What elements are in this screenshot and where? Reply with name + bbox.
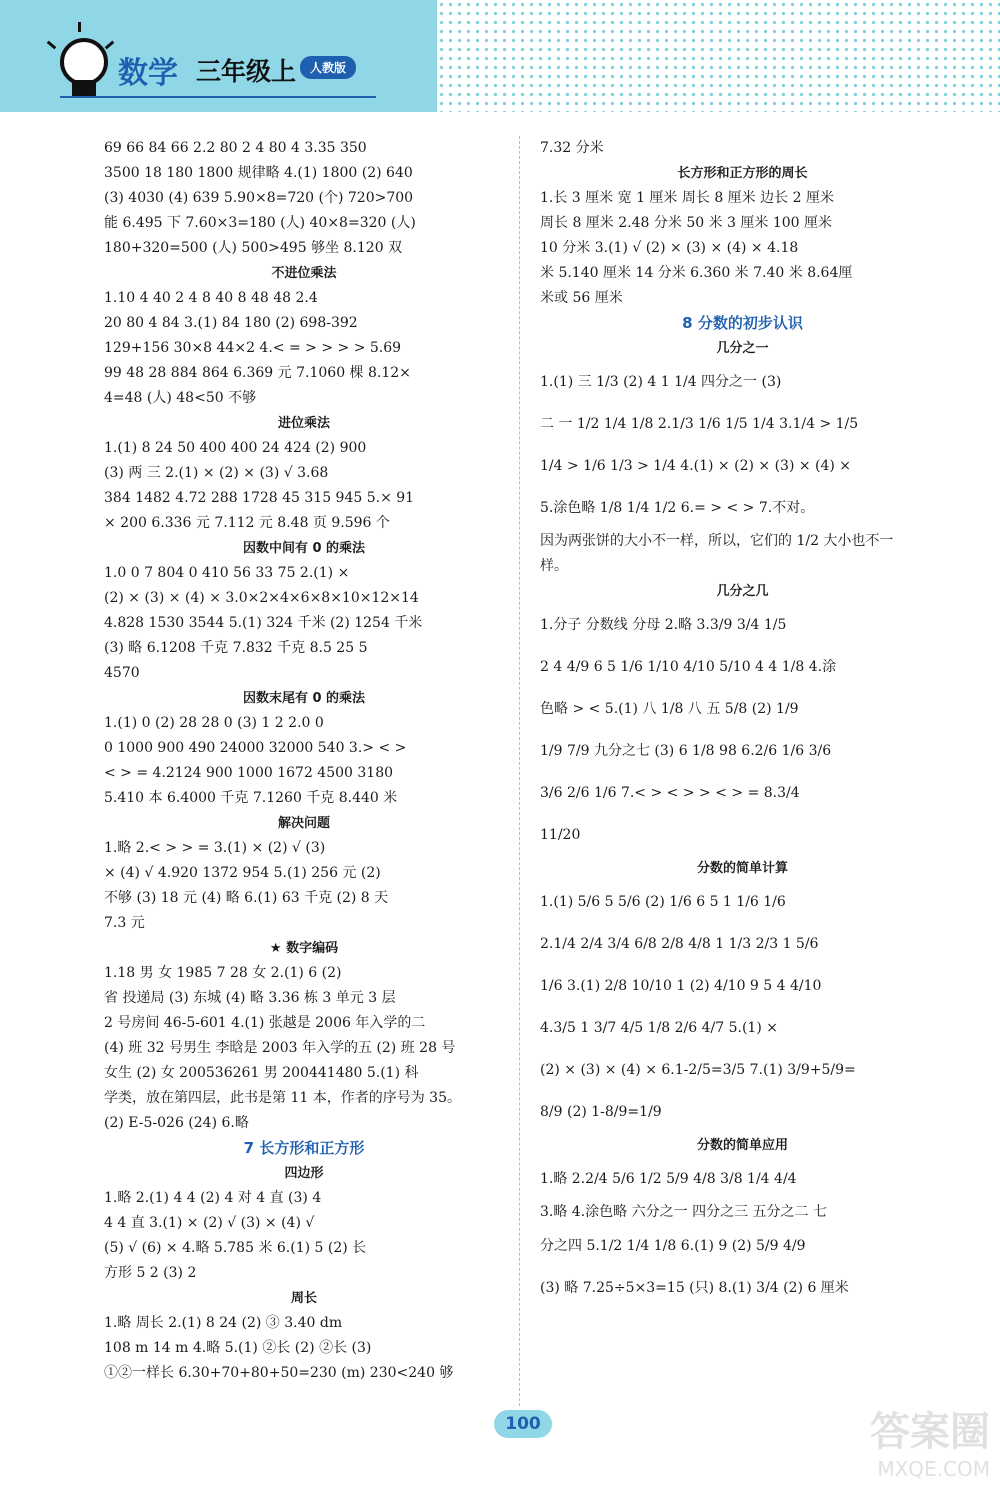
section-heading: 几分之一 bbox=[716, 341, 769, 356]
answer-line: 5.涂色略 1/8 1/4 1/2 6.= > < > 7.不对。 bbox=[540, 500, 815, 516]
answer-line: (3) 4030 (4) 639 5.90×8=720 (个) 720>700 bbox=[104, 190, 414, 206]
answer-line: 0 1000 900 490 24000 32000 540 3.> < > bbox=[104, 740, 407, 756]
answer-line: (4) 班 32 号男生 李晗是 2003 年入学的五 (2) 班 28 号 bbox=[104, 1040, 456, 1056]
answer-line: 1.10 4 40 2 4 8 40 8 48 48 2.4 bbox=[104, 290, 318, 306]
answer-line: 1/6 3.(1) 2/8 10/10 1 (2) 4/10 9 5 4 4/10 bbox=[540, 978, 822, 994]
answer-line: 1.(1) 8 24 50 400 400 24 424 (2) 900 bbox=[104, 440, 367, 456]
answer-line: 不够 (3) 18 元 (4) 略 6.(1) 63 千克 (2) 8 天 bbox=[104, 890, 389, 906]
answer-line: 384 1482 4.72 288 1728 45 315 945 5.× 91 bbox=[104, 490, 415, 506]
page-number: 100 bbox=[494, 1410, 552, 1438]
answer-line: 1.略 2.< > > = 3.(1) × (2) √ (3) bbox=[104, 840, 326, 856]
answer-line: < > = 4.2124 900 1000 1672 4500 3180 bbox=[104, 765, 394, 781]
answer-line: (3) 略 7.25÷5×3=15 (只) 8.(1) 3/4 (2) 6 厘米 bbox=[540, 1280, 849, 1296]
answer-line: 色略 > < 5.(1) 八 1/8 八 五 5/8 (2) 1/9 bbox=[540, 701, 799, 717]
section-heading: 分数的简单计算 bbox=[696, 861, 788, 876]
answer-line: 2 号房间 46-5-601 4.(1) 张越是 2006 年入学的二 bbox=[104, 1015, 426, 1031]
answer-line: (5) √ (6) × 4.略 5.785 米 6.(1) 5 (2) 长 bbox=[104, 1240, 367, 1256]
watermark-title: 答案圈 bbox=[870, 1409, 990, 1455]
answer-column-left bbox=[104, 136, 504, 1386]
section-heading: 因数中间有 0 的乘法 bbox=[242, 541, 366, 556]
answer-line: 米或 56 厘米 bbox=[540, 290, 623, 306]
answer-line: × 200 6.336 元 7.112 元 8.48 页 9.596 个 bbox=[104, 515, 390, 531]
answer-line: 1.(1) 5/6 5 5/6 (2) 1/6 6 5 1 1/6 1/6 bbox=[540, 894, 786, 910]
answer-line: (2) × (3) × (4) × 6.1-2/5=3/5 7.(1) 3/9+5/9= bbox=[540, 1062, 856, 1078]
answer-line: 10 分米 3.(1) √ (2) × (3) × (4) × 4.18 bbox=[540, 240, 799, 256]
answer-line: 7.32 分米 bbox=[540, 140, 604, 156]
answer-line: 3.略 4.涂色略 六分之一 四分之三 五分之二 七 bbox=[540, 1204, 827, 1220]
chapter-heading: 7 长方形和正方形 bbox=[243, 1139, 365, 1157]
answer-line: 108 m 14 m 4.略 5.(1) ②长 (2) ②长 (3) bbox=[104, 1340, 372, 1356]
answer-line: 4.3/5 1 3/7 4/5 1/8 2/6 4/7 5.(1) × bbox=[540, 1020, 778, 1036]
answer-line: 20 80 4 84 3.(1) 84 180 (2) 698-392 bbox=[104, 315, 358, 331]
answer-line: 1/9 7/9 九分之七 (3) 6 1/8 98 6.2/6 1/6 3/6 bbox=[540, 743, 832, 759]
answer-line: 4.828 1530 3544 5.(1) 324 千米 (2) 1254 千米 bbox=[104, 615, 423, 631]
grade-title: 三年级上 bbox=[196, 57, 297, 86]
answer-line: 180+320=500 (人) 500>495 够坐 8.120 双 bbox=[104, 240, 403, 256]
answer-line: ①②一样长 6.30+70+80+50=230 (m) 230<240 够 bbox=[104, 1365, 454, 1381]
answer-line: 省 投递局 (3) 东城 (4) 略 3.36 栋 3 单元 3 层 bbox=[104, 990, 396, 1006]
answer-line: 能 6.495 下 7.60×3=180 (人) 40×8=320 (人) bbox=[104, 215, 416, 231]
answer-line: 1.略 周长 2.(1) 8 24 (2) ③ 3.40 dm bbox=[104, 1315, 343, 1331]
section-heading: 进位乘法 bbox=[277, 416, 330, 431]
answer-line: 8/9 (2) 1-8/9=1/9 bbox=[540, 1104, 662, 1120]
answer-line: 11/20 bbox=[540, 827, 581, 843]
answer-line: 4570 bbox=[104, 665, 140, 681]
answer-line: 1.长 3 厘米 宽 1 厘米 周长 8 厘米 边长 2 厘米 bbox=[540, 190, 834, 206]
answer-line: 4=48 (人) 48<50 不够 bbox=[104, 390, 257, 406]
answer-line: 因为两张饼的大小不一样，所以，它们的 1/2 大小也不一 bbox=[540, 533, 894, 549]
answer-line: 1.(1) 0 (2) 28 28 0 (3) 1 2 2.0 0 bbox=[104, 715, 324, 731]
answer-line: (2) × (3) × (4) × 3.0×2×4×6×8×10×12×14 bbox=[104, 590, 419, 606]
answer-line: 3/6 2/6 1/6 7.< > < > > < > = 8.3/4 bbox=[540, 785, 800, 801]
answer-line: 1.(1) 三 1/3 (2) 4 1 1/4 四分之一 (3) bbox=[540, 374, 782, 390]
answer-line: 129+156 30×8 44×2 4.< = > > > > 5.69 bbox=[104, 340, 402, 356]
answer-line: 4 4 直 3.(1) × (2) √ (3) × (4) √ bbox=[104, 1215, 315, 1231]
answer-line: 2 4 4/9 6 5 1/6 1/10 4/10 5/10 4 4 1/8 4.涂 bbox=[540, 659, 837, 675]
answer-line: × (4) √ 4.920 1372 954 5.(1) 256 元 (2) bbox=[104, 865, 381, 881]
subject-title: 数学 bbox=[118, 56, 178, 91]
answer-line: 学类，放在第四层，此书是第 11 本，作者的序号为 35。 bbox=[104, 1090, 461, 1106]
edition-badge: 人教版 bbox=[300, 56, 356, 79]
column-divider bbox=[519, 136, 520, 1406]
light-ray-icon bbox=[78, 22, 81, 32]
answer-line: 1.略 2.2/4 5/6 1/2 5/9 4/8 3/8 1/4 4/4 bbox=[540, 1171, 797, 1187]
section-heading: 长方形和正方形的周长 bbox=[677, 166, 808, 181]
answer-line: 3500 18 180 1800 规律略 4.(1) 1800 (2) 640 bbox=[104, 165, 413, 181]
answer-column-right bbox=[540, 136, 945, 1309]
watermark-logo bbox=[770, 1400, 990, 1480]
answer-line: 米 5.140 厘米 14 分米 6.360 米 7.40 米 8.64厘 bbox=[540, 265, 853, 281]
answer-line: 1.略 2.(1) 4 4 (2) 4 对 4 直 (3) 4 bbox=[104, 1190, 322, 1206]
answer-line: (3) 略 6.1208 千克 7.832 千克 8.5 25 5 bbox=[104, 640, 368, 656]
answer-line: 2.1/4 2/4 3/4 6/8 2/8 4/8 1 1/3 2/3 1 5/6 bbox=[540, 936, 819, 952]
answer-line: (3) 两 三 2.(1) × (2) × (3) √ 3.68 bbox=[104, 465, 329, 481]
answer-line: 1.18 男 女 1985 7 28 女 2.(1) 6 (2) bbox=[104, 965, 342, 981]
answer-line: 方形 5 2 (3) 2 bbox=[104, 1265, 197, 1281]
answer-line: 69 66 84 66 2.2 80 2 4 80 4 3.35 350 bbox=[104, 140, 367, 156]
answer-line: (2) E-5-026 (24) 6.略 bbox=[104, 1115, 249, 1131]
section-heading: 不进位乘法 bbox=[271, 266, 337, 281]
answer-line: 99 48 28 884 864 6.369 元 7.1060 棵 8.12× bbox=[104, 365, 411, 381]
section-heading: 周长 bbox=[290, 1291, 317, 1306]
header-underline bbox=[60, 96, 376, 98]
answer-line: 1/4 > 1/6 1/3 > 1/4 4.(1) × (2) × (3) × (4) × bbox=[540, 458, 852, 474]
section-heading: 四边形 bbox=[284, 1166, 324, 1181]
lightbulb-icon bbox=[60, 38, 108, 86]
section-heading: 几分之几 bbox=[716, 584, 769, 599]
answer-line: 分之四 5.1/2 1/4 1/8 6.(1) 9 (2) 5/9 4/9 bbox=[540, 1238, 806, 1254]
section-heading: 解决问题 bbox=[277, 816, 330, 831]
section-heading: 分数的简单应用 bbox=[696, 1138, 788, 1153]
page-header bbox=[0, 0, 1000, 118]
chapter-heading: 8 分数的初步认识 bbox=[682, 314, 803, 332]
answer-line: 二 一 1/2 1/4 1/8 2.1/3 1/6 1/5 1/4 3.1/4 > 1/5 bbox=[540, 416, 859, 432]
header-dot-pattern bbox=[437, 0, 1000, 112]
answer-line: 5.410 本 6.4000 千克 7.1260 千克 8.440 米 bbox=[104, 790, 398, 806]
answer-line: 1.分子 分数线 分母 2.略 3.3/9 3/4 1/5 bbox=[540, 617, 787, 633]
answer-line: 样。 bbox=[540, 558, 568, 574]
answer-line: 周长 8 厘米 2.48 分米 50 米 3 厘米 100 厘米 bbox=[540, 215, 833, 231]
answer-line: 7.3 元 bbox=[104, 915, 145, 931]
watermark-site: MXQE.COM bbox=[877, 1457, 990, 1481]
section-heading: ★ 数字编码 bbox=[269, 941, 339, 956]
answer-line: 1.0 0 7 804 0 410 56 33 75 2.(1) × bbox=[104, 565, 350, 581]
answer-line: 女生 (2) 女 200536261 男 200441480 5.(1) 科 bbox=[104, 1065, 419, 1081]
section-heading: 因数末尾有 0 的乘法 bbox=[242, 691, 366, 706]
